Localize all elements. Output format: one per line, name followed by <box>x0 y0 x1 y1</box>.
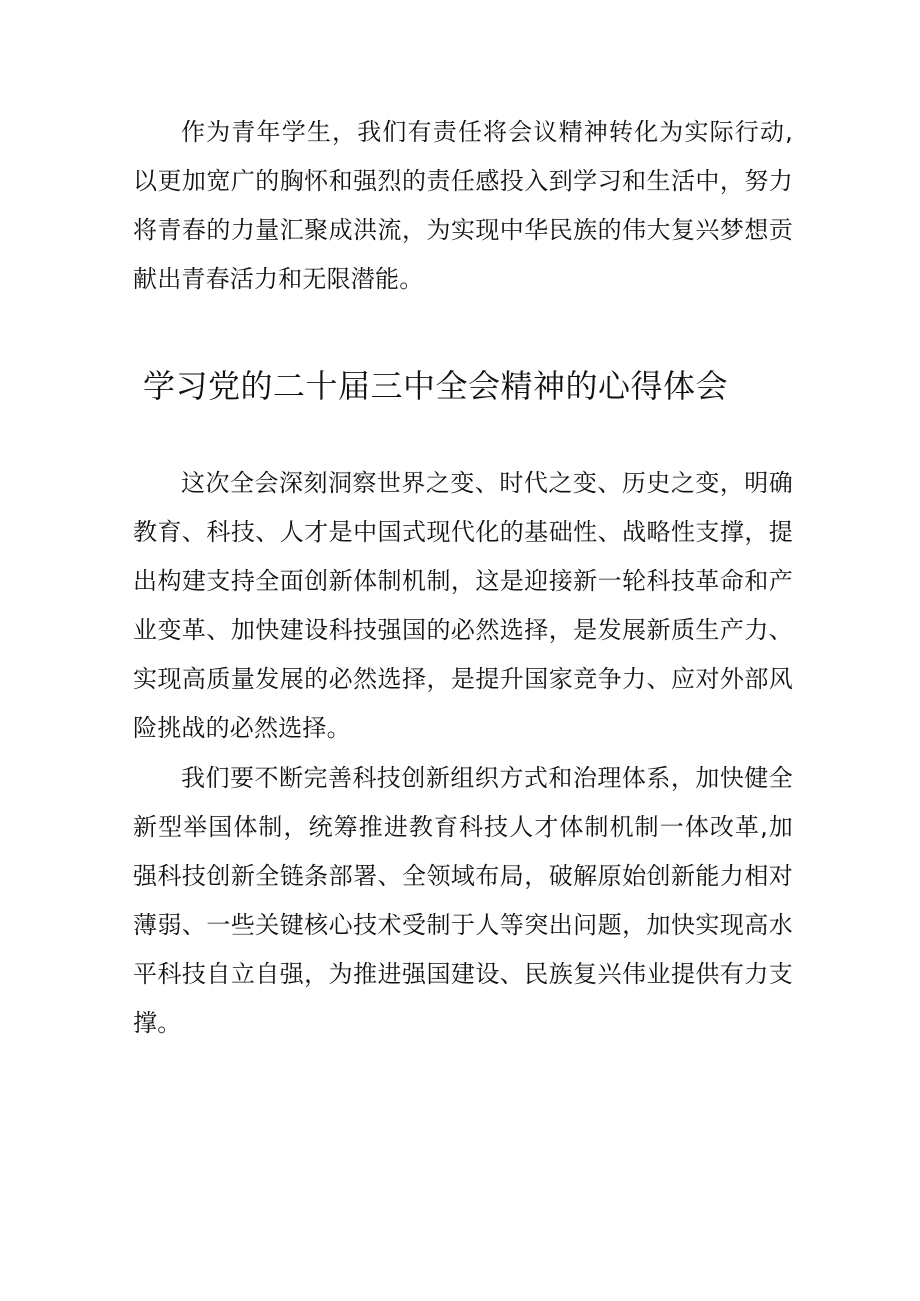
intro-paragraph: 作为青年学生，我们有责任将会议精神转化为实际行动,以更加宽广的胸怀和强烈的责任感投入到学习和生活中，努力将青春的力量汇聚成洪流，为实现中华民族的伟大复兴梦想贡献出青春活力和无限潜能。 <box>133 118 793 293</box>
body-paragraph-1: 这次全会深刻洞察世界之变、时代之变、历史之变，明确教育、科技、人才是中国式现代化的基础性、战略性支撑，提出构建支持全面创新体制机制，这是迎接新一轮科技革命和产业变革、加快建设科技强国的必然选择，是发展新质生产力、实现高质量发展的必然选择，是提升国家竞争力、应对外部风险挑战的必然选择。 <box>133 469 793 742</box>
body-paragraph-2: 我们要不断完善科技创新组织方式和治理体系，加快健全新型举国体制，统筹推进教育科技人才体制机制一体改革,加强科技创新全链条部署、全领域布局，破解原始创新能力相对薄弱、一些关键核心技术受制于人等突出问题，加快实现高水平科技自立自强，为推进强国建设、民族复兴伟业提供有力支撑。 <box>133 764 793 1037</box>
section-heading: 学习党的二十届三中全会精神的心得体会 <box>143 367 729 405</box>
